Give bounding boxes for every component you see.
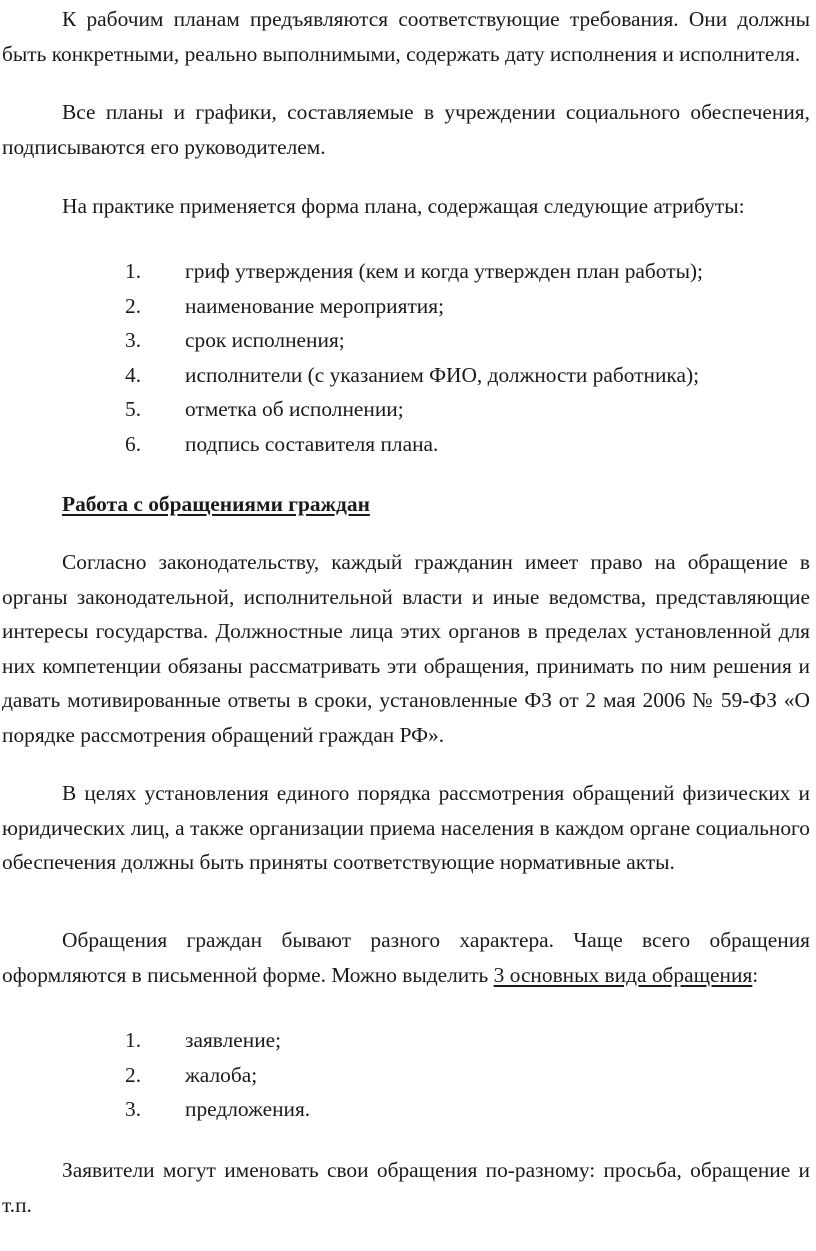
list-item-text: жалоба; <box>185 1062 258 1087</box>
list-item-text: гриф утверждения (кем и когда утвержден план работы); <box>185 259 704 283</box>
list-item <box>0 392 816 427</box>
appeal-types-list <box>0 1023 816 1127</box>
list-item-text: исполнители (с указанием ФИО, должности работника); <box>185 362 700 387</box>
underlined-phrase: 3 основных вида обращения <box>493 962 753 987</box>
paragraph-appeal-forms <box>0 923 812 992</box>
paragraph-text: Согласно законодательству, каждый гражданин имеет право на обращение в органы законодательной, исполнительной власти и иные ведомства, представляющие интересы государства. Должностные лица этих органов в пределах установленной для них компетенции обязаны рассматривать эти обращения, принимать по ним решения и давать мотивированные ответы в сроки, установленные ФЗ от 2 мая 2006 № 59-ФЗ «О порядке рассмотрения обращений граждан РФ». <box>2 550 810 747</box>
list-item-text: предложения. <box>185 1097 311 1122</box>
list-item <box>0 254 816 289</box>
list-item <box>0 289 816 324</box>
list-item-number: 3. <box>125 328 142 353</box>
list-item <box>0 1023 816 1058</box>
list-item-text: наименование мероприятия; <box>185 293 445 318</box>
paragraph-text: К рабочим планам предъявляются соответствующие требования. Они должны быть конкретными, реально выполнимыми, содержать дату исполнения и исполнителя. <box>2 7 810 66</box>
paragraph-text: В целях установления единого порядка рассмотрения обращений физических и юридических лиц, а также организации приема населения в каждом органе социального обеспечения должны быть приняты соответствующие нормативные акты. <box>2 781 810 875</box>
paragraph-text-end: : <box>752 962 759 987</box>
list-item-number: 1. <box>125 1028 142 1052</box>
list-item <box>0 1092 816 1127</box>
list-item-number: 5. <box>125 397 142 422</box>
paragraph-appeal-naming <box>0 1153 812 1222</box>
paragraph-text <box>0 923 812 992</box>
paragraph-text: Заявители могут именовать свои обращения по-разному: просьба, обращение и т.п. <box>2 1158 810 1217</box>
paragraph-normative-acts <box>0 776 812 880</box>
paragraph-text: На практике применяется форма плана, содержащая следующие атрибуты: <box>62 194 745 218</box>
plan-attributes-list <box>0 254 816 462</box>
list-item-number: 4. <box>125 362 142 387</box>
paragraph-text: Все планы и графики, составляемые в учреждении социального обеспечения, подписываются его руководителем. <box>2 100 810 159</box>
list-item-number: 1. <box>125 259 142 283</box>
list-item <box>0 358 816 393</box>
list-item-text: отметка об исполнении; <box>185 397 404 422</box>
list-item-text: заявление; <box>185 1028 282 1052</box>
list-item-text: срок исполнения; <box>185 328 345 353</box>
list-item <box>0 323 816 358</box>
list-item <box>0 1058 816 1093</box>
paragraph-plan-requirements <box>0 2 812 71</box>
list-item-number: 3. <box>125 1097 142 1122</box>
list-item <box>0 427 816 462</box>
section-heading: Работа с обращениями граждан <box>62 492 370 516</box>
list-item-number: 6. <box>125 431 142 456</box>
paragraph-text-start: Обращения граждан бывают разного характера. Чаще всего обращения оформляются в письменной форме. Можно выделить <box>2 928 810 987</box>
paragraph-legislation <box>0 545 812 753</box>
list-item-number: 2. <box>125 293 142 318</box>
paragraph-plan-signing <box>0 95 812 164</box>
paragraph-plan-form <box>0 189 812 224</box>
list-item-text: подпись составителя плана. <box>185 431 439 456</box>
list-item-number: 2. <box>125 1062 142 1087</box>
